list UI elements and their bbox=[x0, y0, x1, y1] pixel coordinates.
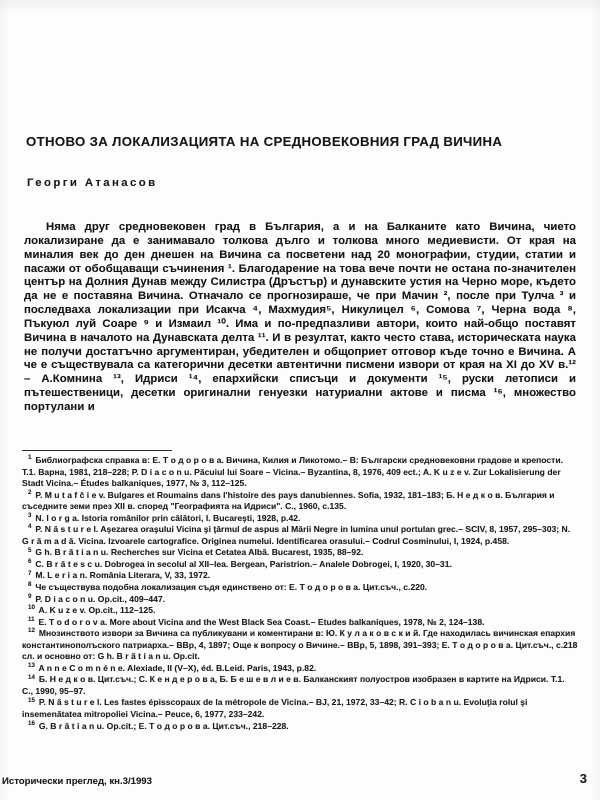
footnote-entry bbox=[22, 490, 578, 513]
footer-journal-title: Исторически преглед, кн.3/1993 bbox=[2, 776, 152, 787]
footnote-text: P. N ă s t u r e l. Aşezarea oraşului Vicina şi ţărmul de aspus al Mării Negre in lumina unul portulan grec.– SCIV, 8, 1957, 295–303; N. G r ă m a d ă. Vicina. Izvoarele cartografice. Originea numelui. Identificarea orasului.– Codrul Cosminului, I, 1924, p.458. bbox=[22, 524, 571, 546]
footnote-marker: 11 bbox=[28, 615, 35, 623]
footnote-entry bbox=[22, 547, 578, 559]
footnote-text: N. I o r g a. Istoria românilor prin călători, I. Bucareşti, 1928, p.42. bbox=[32, 512, 301, 523]
footnote-entry bbox=[22, 524, 578, 547]
footnote-marker: 10 bbox=[28, 604, 35, 612]
footnote-text: P. D i a c o n u. Op.cit., 409–447. bbox=[32, 593, 166, 604]
footnote-entry bbox=[22, 617, 578, 629]
page-title: ОТНОВО ЗА ЛОКАЛИЗАЦИЯТА НА СРЕДНОВЕКОВНИЯ ГРАД ВИЧИНА bbox=[26, 133, 503, 149]
footnote-text: G. B r ă t i a n u. Op.cit.; Е. Т о д о р о в а. Цит.съч., 218–228. bbox=[36, 720, 289, 731]
footnote-marker: 3 bbox=[28, 511, 32, 519]
footnote-marker: 1 bbox=[28, 454, 32, 462]
footnote-marker: 9 bbox=[28, 592, 32, 600]
footnote-text: P. M u t a f č i e v. Bulgares et Roumains dans l'histoire des pays danubiennes. Sofia, 1932, 181–183; Б. Н е д к о в. България и съседните земи през XII в. според "Географията на Идриси". С., 1960, с.135. bbox=[22, 489, 555, 512]
footnote-entry bbox=[22, 674, 578, 697]
footnote-text: Б. Н е д к о в. Цит.съч.; С. К е н д е р о в а, Б. Б е ш е в л и е в. Балканският полуостров изобразен в картите на Идриси. Т.1. С., 1990, 95–97. bbox=[22, 674, 565, 696]
footnote-text: Мнозинството извори за Вичина са публикувани и коментирани в: Ю. К у л а к о в с к и й. Где находилась вичинская епархия константинополъского патриарха.– ВВр, 4, 1897; Още к вопросу о Вичине.– ВВр, 5, 1898, 391–393; Е. Т о д о р о в а. Цит.съч., с.218 сл. и основно от: G h. B r ă t i a n u. Op.cit. bbox=[22, 628, 578, 662]
footnote-entry bbox=[22, 605, 578, 617]
footer-page-number: 3 bbox=[579, 771, 587, 786]
footnote-marker: 5 bbox=[28, 546, 32, 554]
footnote-entry bbox=[22, 455, 578, 490]
footnote-entry bbox=[22, 582, 578, 594]
footnote-text: A. K u z e v. Op.cit., 112–125. bbox=[36, 605, 156, 616]
footnote-marker: 4 bbox=[28, 523, 32, 531]
footnote-marker: 15 bbox=[28, 696, 35, 704]
footnote-marker: 7 bbox=[28, 569, 32, 577]
footnote-entry bbox=[22, 721, 578, 733]
footnote-text: G h. B r ă t i a n u. Recherches sur Vicina et Cetatea Albă. Bucarest, 1935, 88–92. bbox=[32, 547, 364, 558]
footnote-marker: 16 bbox=[28, 719, 35, 727]
footnote-marker: 14 bbox=[28, 673, 35, 681]
footnote-entry bbox=[22, 663, 578, 675]
footnote-separator-rule bbox=[22, 450, 172, 451]
footnote-text: E. T o d o r o v a. More about Vicina and the West Black Sea Coast.– Etudes balkaniques, 1978, № 2, 124–138. bbox=[36, 616, 485, 627]
body-paragraph bbox=[24, 221, 576, 415]
footnote-text: C. B r ă t e s c u. Dobrogea in secolul al XII–lea. Bergean, Paristrion.– Analele Dobrogei, I, 1920, 30–31. bbox=[32, 558, 452, 569]
footnote-marker: 8 bbox=[28, 581, 32, 589]
author-name: Георги Атанасов bbox=[27, 177, 158, 189]
footnote-entry bbox=[22, 594, 578, 606]
footnote-entry bbox=[22, 570, 578, 582]
footnote-text: M. L e r i a n. România Literara, V, 33, 1972. bbox=[32, 570, 211, 581]
footnote-entry bbox=[22, 559, 578, 571]
footnote-text: P. N ă s t u r e l. Les fastes épisscopaux de la métropole de Vicina.– BJ, 21, 1972, 33–42; R. C i o b a n u. Evoluţia rolul şi insemenătatea mitropoliei Vicina.– Peuce, 6, 1977, 233–242. bbox=[22, 697, 528, 720]
footnote-list bbox=[22, 455, 578, 732]
footnote-entry bbox=[22, 628, 578, 663]
footnote-marker: 13 bbox=[28, 662, 35, 669]
footnote-marker: 6 bbox=[28, 558, 32, 566]
footnote-text: A n n e C o m n é n e. Alexiade, II (V–X), éd. B.Leid. Paris, 1943, p.82. bbox=[36, 662, 317, 673]
footnote-entry bbox=[22, 513, 578, 525]
body-paragraph-text: Няма друг средновековен град в България, а и на Балканите като Вичина, чието локализиране да е занимавало толкова дълго и толкова много медиевисти. От края на миналия век до ден днешен на Вичина са посветени над 20 монографии, студии, статии и пасажи от обобщаващи съчинения ¹. Благодарение на това вече почти не остана по-значителен център на Долния Дунав между Силистра (Дръстър) и дунавските устия на Черно море, където да не е поставяна Вичина. Отначало се прогнозираше, че при Мачин ², после при Тулча ³ и последваха локализации при Исакча ⁴, Махмудия⁵, Никулицел ⁶, Сомова ⁷, Черна вода ⁸, Пъкуюл луй Соаре ⁹ и Измаил ¹⁰. Има и по-предпазливи автори, които най-общо поставят Вичина в началото на Дунавската делта ¹¹. И в резултат, както често става, историческата наука не получи достатъчно аргументиран, убедителен и общоприет отговор къде точно е Вичина. А че е съществувала са категорични десетки автентични писмени извори от края на XI до XV в.¹² – А.Комнина ¹³, Идриси ¹⁴, епархийски списъци и документи ¹⁵, руски летописи и пътешественици, десетки оригинални генуезки натуриални актове и писма ¹⁶, множество портулани и bbox=[24, 221, 576, 413]
footnote-entry bbox=[22, 697, 578, 720]
footnote-text: Че съществува подобна локализация съдя единствено от: Е. Т о д о р о в а. Цит.съч., с.220. bbox=[32, 582, 428, 593]
footnote-marker: 12 bbox=[28, 627, 35, 635]
footnote-text: Библиографска справка в: Е. Т о д о р о в а. Вичина, Килия и Ликотомо.– В: Български средновековни градове и крепости. Т.1. Варна, 1981, 218–228; P. D i a c o n u. Păcuiul lui Soare – Vicina.– Byzantina, 8, 1976, 409 ect.; A. K u z e v. Zur Lokalisierung der Stadt Vicina.– Études balkaniques, 1977, № 3, 112–125. bbox=[22, 455, 564, 489]
footnote-marker: 2 bbox=[28, 488, 32, 496]
